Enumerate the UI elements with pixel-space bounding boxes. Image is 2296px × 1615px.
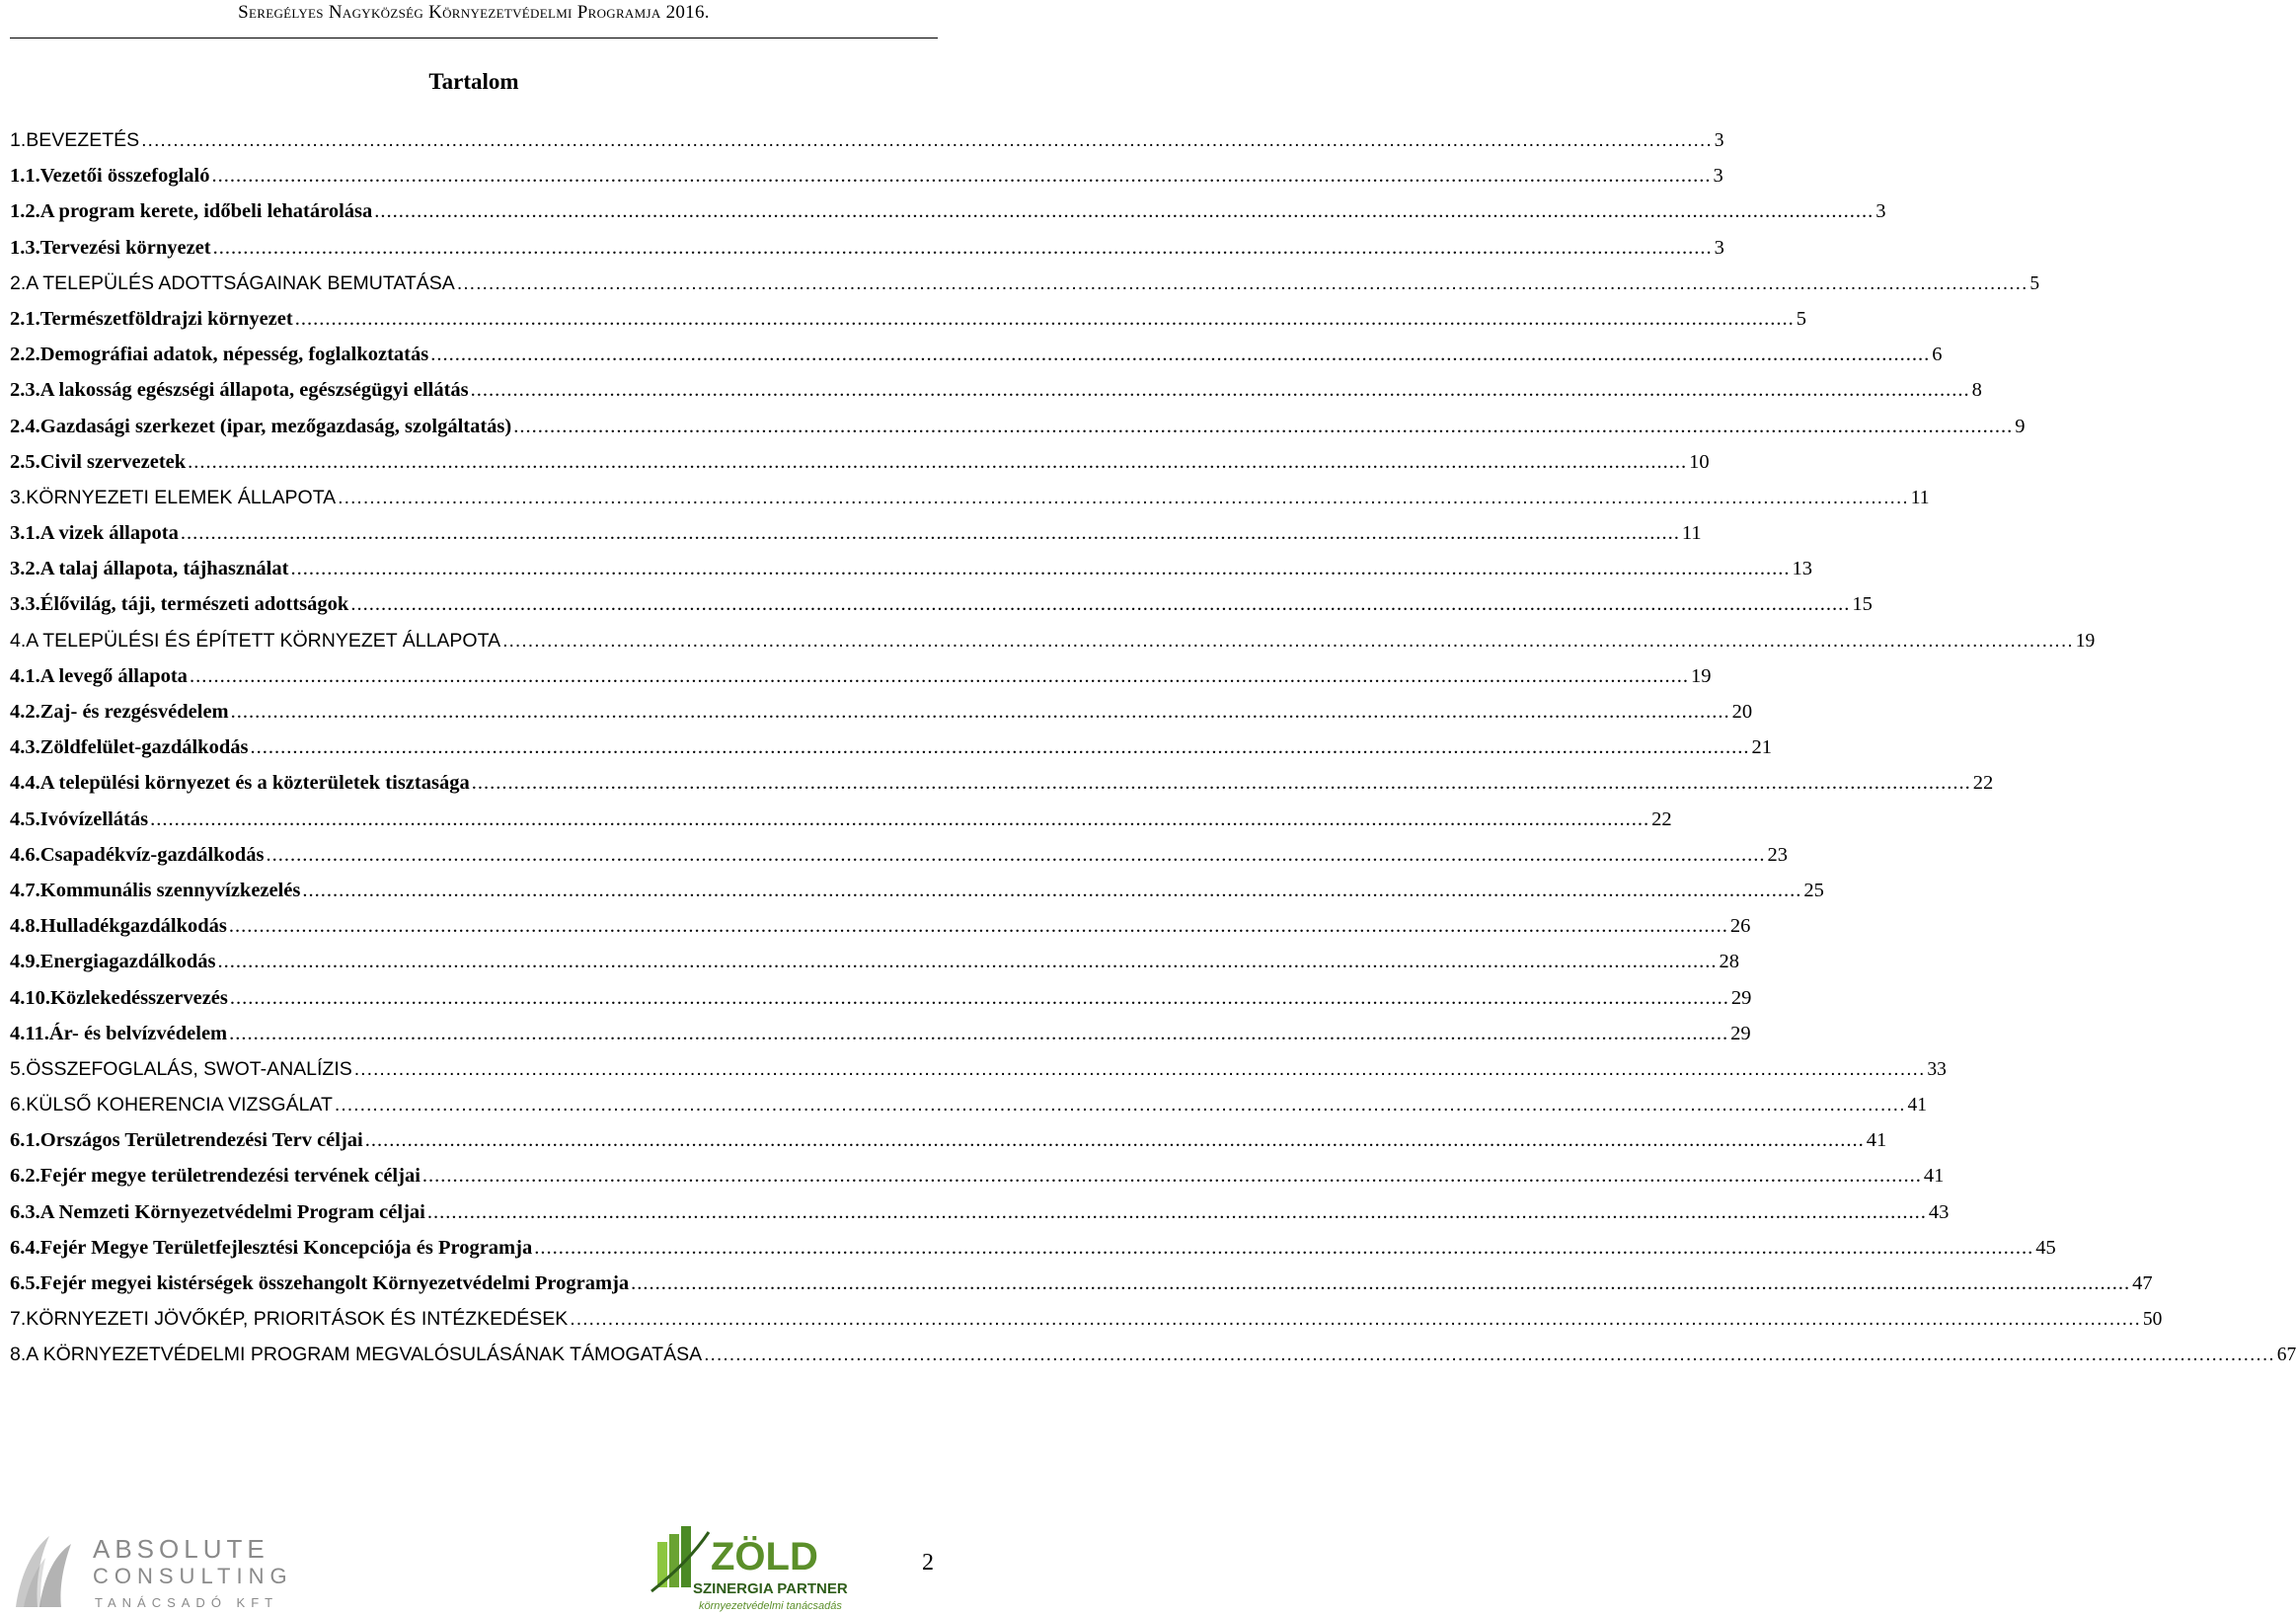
toc-entry-label: A talaj állapota, tájhasználat — [39, 558, 289, 580]
toc-dot-leader — [188, 451, 1687, 474]
toc-dot-leader — [471, 379, 1970, 402]
toc-dot-leader — [150, 808, 1649, 831]
toc-entry-label: Demográfiai adatok, népesség, foglalkoztatás — [39, 344, 429, 366]
toc-entry-label: Fejér megye területrendezési tervének céljai — [39, 1165, 421, 1188]
absolute-line1: ABSOLUTE — [93, 1534, 269, 1564]
toc-entry-number: 1. — [10, 129, 27, 151]
toc-entry-label: Közlekedésszervezés — [50, 986, 228, 1009]
toc-entry-label: Gazdasági szerkezet (ipar, mezőgazdaság, szolgáltatás) — [39, 415, 512, 437]
toc-entry-number: 1.2. — [10, 200, 40, 223]
absolute-line3: TANÁCSADÓ KFT — [95, 1595, 279, 1610]
toc-dot-leader — [212, 165, 1712, 188]
toc-entry-number: 4.3. — [10, 736, 40, 759]
toc-entry-number: 3. — [10, 486, 27, 508]
toc-entry-page: 23 — [1767, 843, 1788, 866]
toc-entry[interactable] — [10, 772, 1994, 808]
toc-entry-number: 4.2. — [10, 701, 40, 723]
toc-entry-page: 47 — [2132, 1272, 2153, 1294]
zold-line3: környezetvédelmi tanácsadás — [699, 1600, 842, 1612]
toc-dot-leader — [231, 701, 1730, 724]
toc-entry-number: 6.1. — [10, 1129, 40, 1152]
toc-entry[interactable] — [10, 558, 1812, 593]
toc-entry[interactable] — [10, 1165, 1945, 1200]
toc-entry[interactable] — [10, 808, 1672, 844]
toc-entry-label: Csapadékvíz-gazdálkodás — [39, 843, 265, 866]
toc-entry-number: 6. — [10, 1094, 27, 1116]
toc-entry[interactable] — [10, 879, 1824, 915]
toc-entry-page: 3 — [1714, 236, 1724, 259]
toc-entry-number: 2.3. — [10, 379, 40, 402]
toc-entry-page: 20 — [1731, 701, 1753, 723]
toc-entry-number: 4.4. — [10, 772, 40, 795]
toc-dot-leader — [335, 1094, 1906, 1116]
toc-entry[interactable] — [10, 736, 1772, 772]
toc-entry-number: 4.8. — [10, 915, 40, 938]
toc-entry[interactable] — [10, 593, 1873, 629]
toc-entry-number: 3.3. — [10, 593, 40, 616]
toc-entry-page: 43 — [1928, 1200, 1950, 1223]
absolute-line2: CONSULTING — [93, 1564, 293, 1588]
toc-entry[interactable] — [10, 1272, 2153, 1308]
toc-entry[interactable] — [10, 843, 1788, 880]
toc-dot-leader — [230, 987, 1729, 1010]
toc-entry-label: Fejér megyei kistérségek összehangolt Környezetvédelmi Programja — [39, 1272, 630, 1294]
toc-entry-page: 29 — [1730, 1022, 1751, 1044]
toc-entry-label: Zaj- és rezgésvédelem — [39, 701, 229, 723]
toc-entry-label: Országos Területrendezési Terv céljai — [39, 1129, 363, 1152]
toc-entry-number: 1.3. — [10, 236, 40, 259]
running-header — [0, 2, 948, 24]
toc-entry-label: KÜLSŐ KOHERENCIA VIZSGÁLAT — [26, 1094, 333, 1116]
toc-entry-page: 67 — [2276, 1345, 2296, 1366]
toc-entry[interactable] — [10, 915, 1751, 951]
toc-entry[interactable] — [10, 522, 1702, 558]
toc-entry-page: 22 — [1972, 772, 1994, 795]
page-number: 2 — [922, 1550, 934, 1576]
toc-entry-page: 33 — [1927, 1058, 1947, 1080]
toc-entry-label: A Nemzeti Környezetvédelmi Program céljai — [39, 1200, 425, 1223]
absolute-logo-mark — [16, 1536, 71, 1607]
toc-entry-page: 3 — [1875, 200, 1886, 223]
toc-entry-number: 6.4. — [10, 1236, 40, 1259]
toc-entry-number: 6.2. — [10, 1165, 40, 1188]
toc-entry-number: 4.6. — [10, 843, 40, 866]
toc-entry-label: A program kerete, időbeli lehatárolása — [39, 200, 373, 223]
toc-entry-page: 28 — [1719, 951, 1739, 973]
toc-entry-page: 21 — [1751, 736, 1772, 759]
header-title: Seregélyes Nagyközség Környezetvédelmi Programja 2016. — [238, 2, 710, 23]
toc-entry-number: 4.1. — [10, 664, 40, 687]
toc-title: Tartalom — [428, 69, 519, 94]
toc-entry-number: 5. — [10, 1057, 27, 1080]
toc-entry-label: Természetföldrajzi környezet — [39, 307, 293, 330]
zold-szinergia-logo — [650, 1522, 867, 1615]
toc-entry-label: KÖRNYEZETI JÖVŐKÉP, PRIORITÁSOK ÉS INTÉZKEDÉSEK — [26, 1308, 569, 1331]
toc-entry-number: 6.3. — [10, 1200, 40, 1223]
toc-dot-leader — [229, 915, 1728, 938]
toc-entry-label: BEVEZETÉS — [26, 129, 140, 151]
toc-entry[interactable] — [10, 307, 1806, 344]
toc-entry[interactable] — [10, 1236, 2056, 1272]
toc-entry[interactable] — [10, 629, 2096, 665]
toc-entry-page: 25 — [1803, 879, 1824, 901]
toc-dot-leader — [502, 630, 2074, 653]
toc-entry-number: 4.11. — [10, 1022, 49, 1044]
toc-entry-page: 5 — [2029, 272, 2040, 294]
toc-dot-leader — [290, 558, 1790, 580]
toc-entry-label: A TELEPÜLÉSI ÉS ÉPÍTETT KÖRNYEZET ÁLLAPOTA — [26, 629, 501, 652]
toc-dot-leader — [213, 237, 1713, 260]
toc-entry-page: 41 — [1907, 1095, 1928, 1116]
toc-entry-label: Kommunális szennyvízkezelés — [39, 879, 301, 901]
toc-entry-number: 2.2. — [10, 344, 40, 366]
toc-dot-leader — [354, 1058, 1926, 1081]
toc-entry-page: 45 — [2035, 1236, 2056, 1259]
toc-entry[interactable] — [10, 1057, 1947, 1094]
toc-entry-page: 5 — [1796, 307, 1806, 330]
toc-entry-number: 3.2. — [10, 558, 40, 580]
absolute-consulting-logo — [10, 1528, 293, 1613]
toc-entry-number: 8. — [10, 1344, 27, 1366]
toc-entry-page: 11 — [1910, 487, 1930, 508]
toc-entry[interactable] — [10, 450, 1710, 487]
toc-entry-number: 4. — [10, 629, 27, 652]
toc-entry[interactable] — [10, 129, 1724, 165]
toc-entry[interactable] — [10, 344, 1943, 379]
toc-entry-page: 6 — [1932, 344, 1943, 366]
toc-entry-label: A levegő állapota — [39, 664, 188, 687]
toc-entry-number: 1.1. — [10, 165, 40, 188]
table-of-contents — [10, 129, 2296, 1380]
toc-entry[interactable] — [10, 379, 1982, 415]
toc-entry-page: 41 — [1923, 1165, 1945, 1188]
toc-dot-leader — [422, 1165, 1922, 1188]
toc-entry[interactable] — [10, 236, 1724, 272]
toc-entry[interactable] — [10, 415, 2026, 451]
toc-entry[interactable] — [10, 1308, 2163, 1344]
toc-entry-number: 3.1. — [10, 522, 40, 545]
toc-dot-leader — [457, 272, 2028, 295]
toc-entry-label: Hulladékgazdálkodás — [39, 915, 227, 938]
toc-entry-label: Ivóvízellátás — [39, 808, 149, 830]
toc-entry-page: 29 — [1730, 986, 1752, 1009]
toc-entry-number: 4.5. — [10, 808, 40, 830]
toc-entry-page: 19 — [2075, 630, 2096, 652]
toc-entry-page: 3 — [1713, 165, 1723, 188]
toc-dot-leader — [631, 1272, 2130, 1295]
toc-entry-label: A KÖRNYEZETVÉDELMI PROGRAM MEGVALÓSULÁSÁNAK TÁMOGATÁSA — [26, 1344, 703, 1366]
toc-dot-leader — [295, 308, 1795, 331]
toc-dot-leader — [250, 736, 1749, 759]
toc-dot-leader — [704, 1344, 2275, 1366]
toc-dot-leader — [190, 665, 1689, 688]
toc-entry-page: 8 — [1971, 379, 1982, 402]
toc-entry-number: 4.7. — [10, 879, 40, 901]
toc-entry[interactable] — [10, 1129, 1887, 1165]
toc-entry-label: KÖRNYEZETI ELEMEK ÁLLAPOTA — [26, 486, 337, 508]
toc-entry-label: Ár- és belvízvédelem — [48, 1022, 228, 1044]
toc-entry-number: 2. — [10, 271, 27, 294]
toc-dot-leader — [350, 593, 1850, 616]
toc-dot-leader — [266, 844, 1765, 867]
toc-entry[interactable] — [10, 165, 1723, 200]
toc-entry[interactable] — [10, 271, 2040, 308]
toc-entry[interactable] — [10, 200, 1886, 236]
toc-entry[interactable] — [10, 486, 1930, 522]
toc-dot-leader — [374, 200, 1874, 223]
toc-dot-leader — [217, 951, 1717, 973]
toc-dot-leader — [229, 1023, 1728, 1045]
toc-entry[interactable] — [10, 1344, 2296, 1379]
toc-dot-leader — [302, 880, 1801, 902]
toc-dot-leader — [338, 487, 1909, 509]
toc-entry-number: 4.9. — [10, 951, 40, 973]
toc-entry-page: 19 — [1690, 664, 1712, 687]
toc-entry-page: 41 — [1866, 1129, 1887, 1152]
toc-entry[interactable] — [10, 986, 1752, 1023]
toc-dot-leader — [570, 1308, 2141, 1331]
toc-entry-page: 22 — [1651, 808, 1672, 830]
toc-entry-label: ÖSSZEFOGLALÁS, SWOT-ANALÍZIS — [26, 1057, 352, 1080]
toc-dot-leader — [365, 1129, 1865, 1152]
toc-entry[interactable] — [10, 1200, 1950, 1237]
zold-line1: ZÖLD — [711, 1535, 818, 1578]
toc-entry-label: A települési környezet és a közterületek tisztasága — [39, 772, 470, 795]
toc-entry-page: 13 — [1792, 558, 1812, 580]
toc-entry-label: Vezetői összefoglaló — [39, 165, 210, 188]
toc-entry[interactable] — [10, 951, 1739, 986]
toc-entry-number: 7. — [10, 1308, 27, 1331]
toc-dot-leader — [513, 416, 2013, 438]
toc-entry-page: 50 — [2142, 1309, 2163, 1331]
toc-entry-page: 9 — [2015, 415, 2026, 437]
toc-entry[interactable] — [10, 701, 1753, 736]
toc-dot-leader — [430, 344, 1930, 366]
toc-entry-label: Fejér Megye Területfejlesztési Koncepciója és Programja — [39, 1236, 533, 1259]
toc-entry[interactable] — [10, 664, 1712, 701]
toc-dot-leader — [427, 1201, 1927, 1224]
toc-entry-number: 2.1. — [10, 307, 40, 330]
toc-entry-page: 15 — [1852, 593, 1873, 616]
toc-entry-label: Civil szervezetek — [39, 450, 187, 473]
footer — [0, 1520, 948, 1615]
toc-entry[interactable] — [10, 1022, 1751, 1058]
toc-entry-label: A vizek állapota — [39, 522, 179, 545]
toc-entry-page: 10 — [1689, 450, 1710, 473]
toc-entry-label: Zöldfelület-gazdálkodás — [39, 736, 249, 759]
toc-entry-label: Tervezési környezet — [39, 236, 211, 259]
toc-entry-number: 2.4. — [10, 415, 40, 437]
toc-entry-number: 4.10. — [10, 986, 50, 1009]
toc-entry-label: Energiagazdálkodás — [39, 951, 216, 973]
toc-entry-number: 2.5. — [10, 450, 40, 473]
toc-dot-leader — [181, 522, 1680, 545]
toc-dot-leader — [141, 129, 1713, 152]
toc-entry-page: 26 — [1729, 915, 1751, 938]
toc-entry[interactable] — [10, 1094, 1928, 1129]
toc-entry-page: 3 — [1714, 130, 1724, 151]
toc-entry-number: 6.5. — [10, 1272, 40, 1294]
toc-dot-leader — [534, 1237, 2033, 1260]
toc-entry-label: A lakosság egészségi állapota, egészségügyi ellátás — [39, 379, 469, 402]
toc-entry-label: A TELEPÜLÉS ADOTTSÁGAINAK BEMUTATÁSA — [26, 271, 455, 294]
zold-line2: SZINERGIA PARTNER — [693, 1580, 848, 1597]
toc-entry-page: 11 — [1681, 522, 1702, 545]
toc-entry-label: Élővilág, táji, természeti adottságok — [39, 593, 349, 616]
toc-dot-leader — [472, 772, 1971, 795]
